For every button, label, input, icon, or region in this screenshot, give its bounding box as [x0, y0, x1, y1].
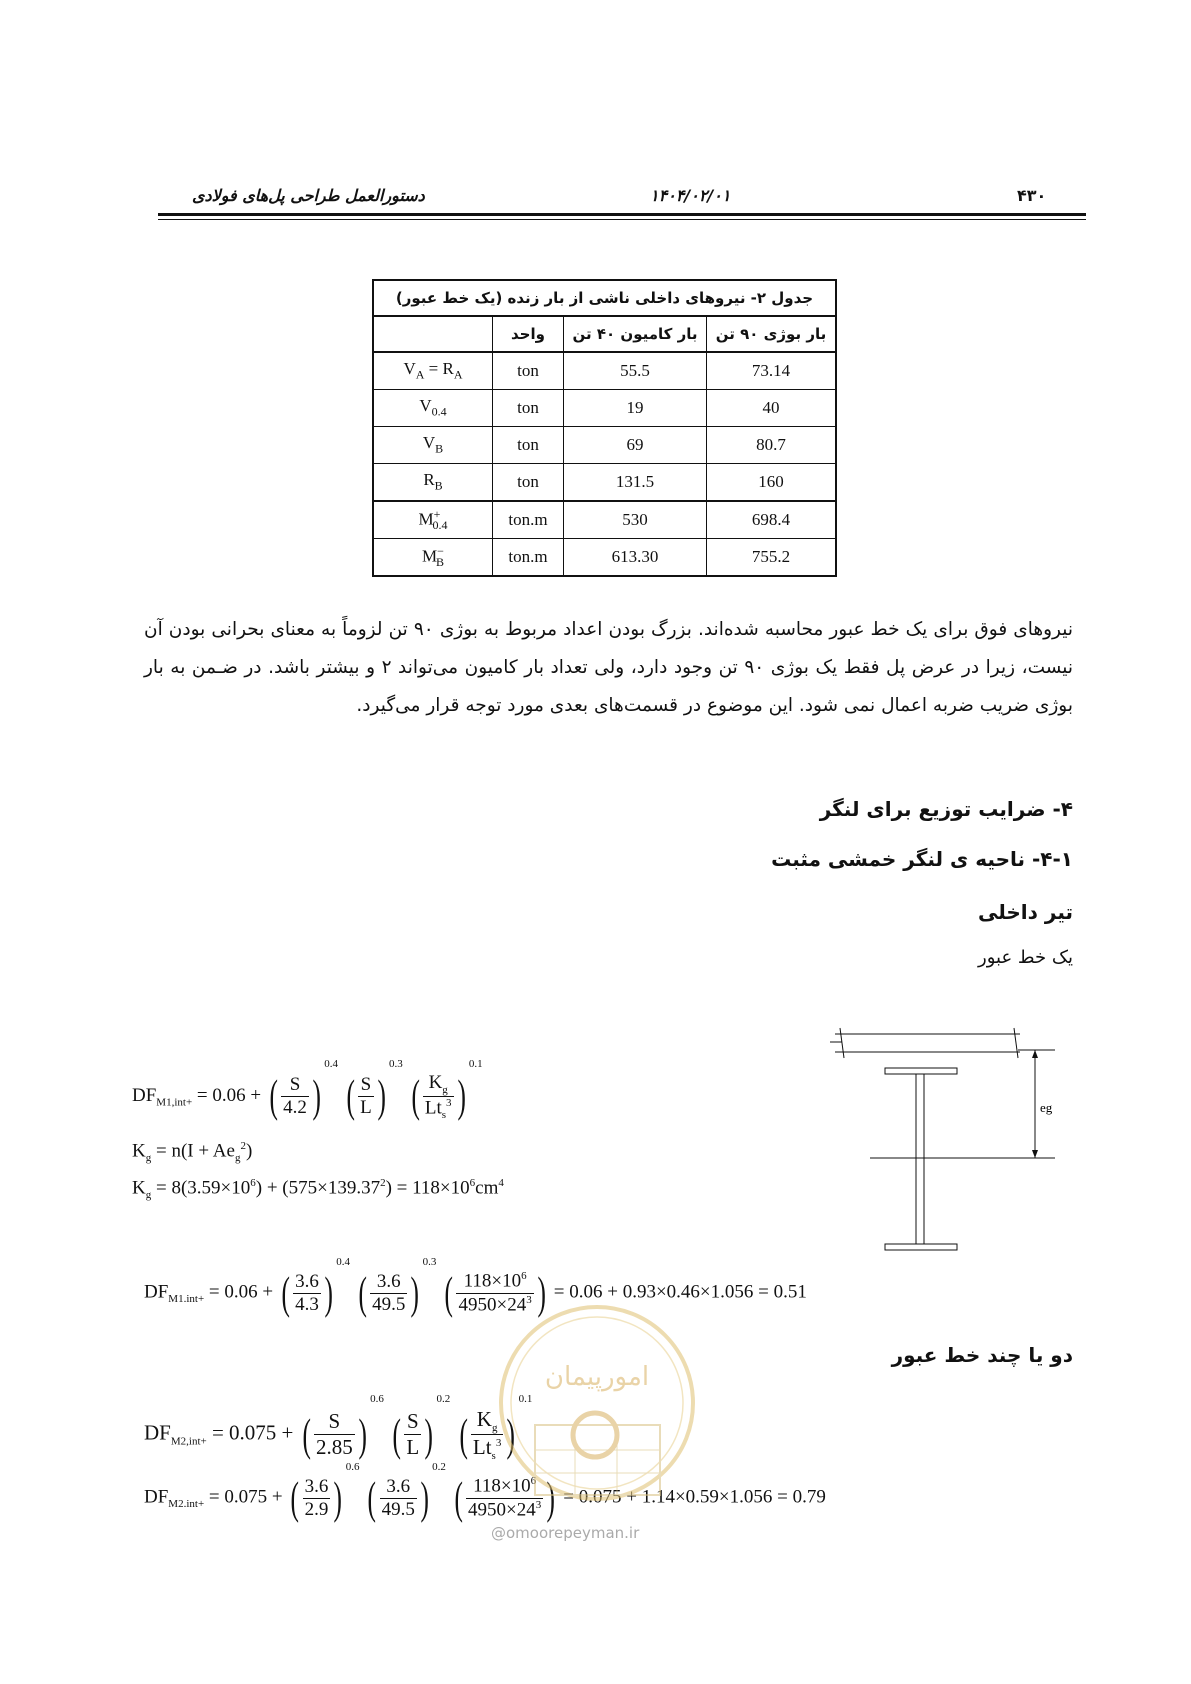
- cell-symbol: $V_A = R_A$: [373, 352, 493, 390]
- equation-kg-value: $K_g = 8(3.59\times 10^6) + (575\times 139.37^2) = 118\times 10^6cm^4$: [132, 1177, 504, 1202]
- cell-truck: 69: [564, 427, 707, 464]
- cell-unit: ton: [493, 427, 564, 464]
- subsection-heading: ۴-۱- ناحیه ی لنگر خمشی مثبت: [771, 847, 1073, 871]
- equation-df-m1-general: $DF_{M1,int+} = 0.06$ + ( $\frac{S}{4.2}$ )$^{0.4}$ ( $\frac{S}{L}$ )$^{0.3}$ ( $\frac{K_g}{Lt_s^3}$ )$^{0.1}$: [132, 1058, 483, 1122]
- cell-bogie: 40: [707, 390, 837, 427]
- body-paragraph: نیروهای فوق برای یک خط عبور محاسبه شده‌اند. بزرگ بودن اعداد مربوط به بوژی ۹۰ تن لزوماً به معنای بحرانی بودن آن نیست، زیرا در عرض پل فقط یک بوژی ۹۰ تن وجود دارد، ولی تعداد بار کامیون می‌تواند ۲ و بیشتر باشد. در ضـمن به بار بوژی ضریب ضربه اعمال نمی شود. این موضوع در قسمت‌های بعدی مورد توجه قرار می‌گیرد.: [144, 619, 1073, 716]
- equation-df-m2-value: $DF_{M2.int+} = 0.075$ + ( $\frac{3.6}{2.9}$ )$^{0.6}$ ( $\frac{3.6}{49.5}$ )$^{0.2}$ ( $\frac{118\times 10^6}{4950\times 24^3}$ ) = 0.075 + 1.14×0.59×1.056 = 0.79: [144, 1461, 826, 1523]
- watermark-logo-text: امورپیمان: [544, 1362, 650, 1392]
- cell-truck: 131.5: [564, 464, 707, 502]
- cell-unit: ton: [493, 390, 564, 427]
- cell-unit: ton: [493, 352, 564, 390]
- table-caption: جدول ۲- نیروهای داخلی ناشی از بار زنده (یک خط عبور): [373, 280, 836, 316]
- header-symbol: [373, 316, 493, 352]
- eg-label: eg: [1040, 1100, 1053, 1115]
- cell-symbol: $V_{0.4}$: [373, 390, 493, 427]
- table-row: [373, 390, 836, 427]
- header-rule-thin: [158, 219, 1086, 220]
- table-row: [373, 501, 836, 539]
- cell-bogie: 160: [707, 464, 837, 502]
- header-bogie: بار بوژی ۹۰ تن: [707, 316, 837, 352]
- section-heading: ۴- ضرایب توزیع برای لنگر: [819, 797, 1073, 821]
- cell-truck: 19: [564, 390, 707, 427]
- cell-truck: 613.30: [564, 539, 707, 577]
- cell-symbol: $M^+_{0.4}$: [373, 501, 493, 539]
- one-lane-label: یک خط عبور: [978, 947, 1073, 968]
- watermark-logo: [495, 1295, 700, 1520]
- table-row: [373, 464, 836, 502]
- internal-forces-table: [372, 279, 837, 577]
- header-truck: بار کامیون ۴۰ تن: [564, 316, 707, 352]
- cell-bogie: 73.14: [707, 352, 837, 390]
- cell-symbol: $V_B$: [373, 427, 493, 464]
- table-row: [373, 539, 836, 577]
- watermark-url: @omoorepeyman.ir: [491, 1524, 640, 1542]
- girder-section-diagram: [830, 1020, 1060, 1260]
- header-date: ۱۴۰۴/۰۲/۰۱: [650, 186, 731, 205]
- cell-unit: ton.m: [493, 539, 564, 577]
- cell-symbol: $M^-_B$: [373, 539, 493, 577]
- table-row: [373, 352, 836, 390]
- table-row: [373, 427, 836, 464]
- cell-unit: ton.m: [493, 501, 564, 539]
- equation-kg-definition: $K_g = n(I + Ae_g^2)$: [132, 1140, 253, 1165]
- page-number: ۴۳۰: [1017, 186, 1047, 205]
- cell-bogie: 698.4: [707, 501, 837, 539]
- cell-bogie: 80.7: [707, 427, 837, 464]
- equation-df-m2-general: $DF_{M2,int+} = 0.075$ + ( $\frac{S}{2.85}$ )$^{0.6}$ ( $\frac{S}{L}$ )$^{0.2}$ ( $\frac{K_g}{Lt_s^3}$ )$^{0.1}$: [144, 1393, 533, 1463]
- cell-symbol: $R_B$: [373, 464, 493, 502]
- cell-bogie: 755.2: [707, 539, 837, 577]
- header-unit: واحد: [493, 316, 564, 352]
- cell-truck: 55.5: [564, 352, 707, 390]
- multi-lane-heading: دو یا چند خط عبور: [891, 1343, 1073, 1367]
- cell-truck: 530: [564, 501, 707, 539]
- header-title: دستورالعمل طراحی پل‌های فولادی: [192, 186, 425, 205]
- header-rule-thick: [158, 213, 1086, 216]
- girder-heading: تیر داخلی: [977, 900, 1073, 924]
- equation-df-m1-value: $DF_{M1.int+} = 0.06$ + ( $\frac{3.6}{4.3}$ )$^{0.4}$ ( $\frac{3.6}{49.5}$ )$^{0.3}$ ( $\frac{118\times 10^6}{4950\times 24^3}$ ) = 0.06 + 0.93×0.46×1.056 = 0.51: [144, 1256, 807, 1318]
- cell-unit: ton: [493, 464, 564, 502]
